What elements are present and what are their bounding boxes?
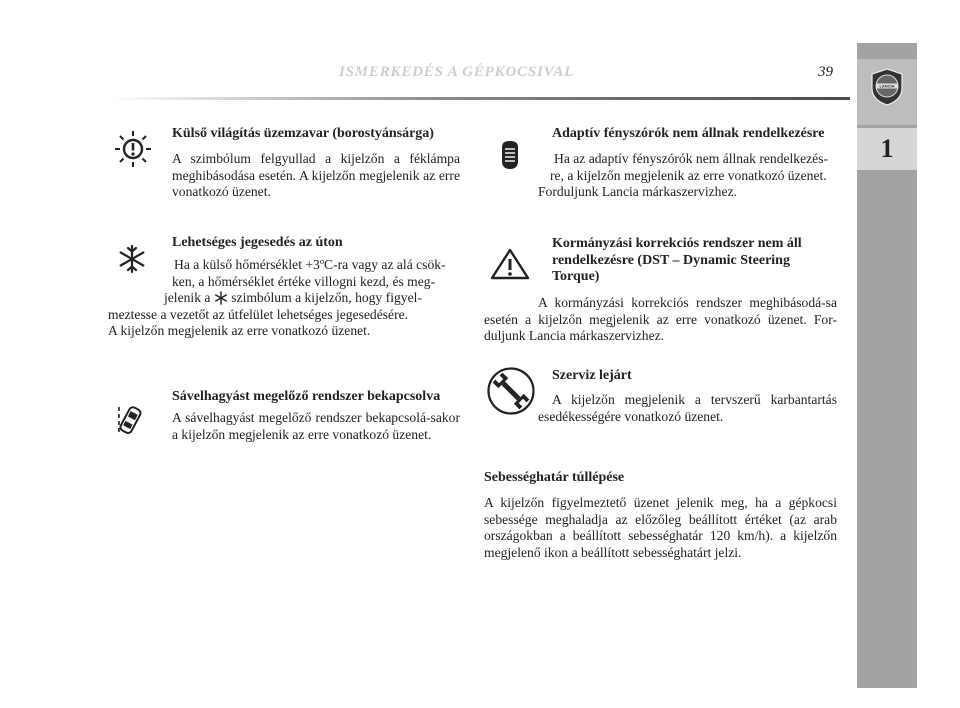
ice-line-1: Ha a külső hőmérséklet +3ºC-ra vagy az alá csök- xyxy=(174,257,446,272)
header-rule xyxy=(108,97,850,100)
wrench-icon xyxy=(486,366,536,416)
ice-line-3a: jelenik a xyxy=(164,290,211,305)
section-text-ice xyxy=(108,257,460,340)
ice-line-3b: szimbólum a kijelzőn, hogy figyel- xyxy=(231,290,422,305)
section-text-service xyxy=(538,392,837,425)
svg-text:LANCIA: LANCIA xyxy=(879,83,895,89)
section-text-lane xyxy=(108,410,460,443)
section-title-speed: Sebességhatár túllépése xyxy=(484,470,625,485)
dst-paragraph: A kormányzási korrekciós rendszer meghibásodá-sa esetén a kijelzőn megjelenik az erre vonatkozó üzenet. For-duljunk Lancia márkaszervizhez. xyxy=(484,295,837,343)
speed-paragraph: A kijelzőn figyelmeztető üzenet jelenik meg, ha a gépkocsi sebessége meghaladja az előzőleg beállított értéket (az arab országokban a beállított sebességhatár 120 km/h). a kijelzőn megjelenő ikon a beállított sebességhatárt jelzi. xyxy=(484,495,837,560)
inline-snowflake-icon xyxy=(214,291,228,305)
ice-line-5: A kijelzőn megjelenik az erre vonatkozó üzenet. xyxy=(108,323,371,338)
section-text-speed xyxy=(484,495,837,561)
section-title-exterior-light: Külső világítás üzemzavar (borostyánsárga) xyxy=(172,126,434,141)
adaptive-headlight-icon xyxy=(499,139,521,171)
section-title-ice: Lehetséges jegesedés az úton xyxy=(172,235,343,250)
ice-line-2: ken, a hőmérséklet értéke villogni kezd, és meg- xyxy=(172,273,436,289)
warning-triangle-icon xyxy=(490,248,530,280)
afs-line-1: Ha az adaptív fényszórók nem állnak rendelkezés- xyxy=(554,151,829,166)
section-text-dst xyxy=(484,295,837,345)
section-title-dst: Kormányzási korrekciós rendszer nem áll rendelkezésre (DST – Dynamic Steering Torque) xyxy=(552,236,802,284)
ice-line-4: meztesse a vezetőt az útfelület lehetséges jegesedésére. xyxy=(108,306,409,322)
section-title-lane: Sávelhagyást megelőző rendszer bekapcsolva xyxy=(172,389,441,404)
lancia-logo-icon xyxy=(869,68,905,106)
exterior-light-paragraph: A szimbólum felgyullad a kijelzőn a féklámpa meghibásodása esetén. A kijelzőn megjelenik az erre vonatkozó üzenet. xyxy=(172,151,460,199)
afs-line-2: re, a kijelzőn megjelenik az erre vonatkozó üzenet. xyxy=(550,167,827,183)
section-text-exterior-light xyxy=(108,151,460,201)
chapter-number: 1 xyxy=(857,128,917,170)
afs-line-3: Forduljunk Lancia márkaszervizhez. xyxy=(538,184,737,199)
page-number: 39 xyxy=(818,64,833,80)
service-paragraph: A kijelzőn megjelenik a tervszerű karbantartás esedékességére vonatkozó üzenet. xyxy=(538,392,837,424)
section-text-afs xyxy=(538,151,838,201)
lane-paragraph: A sávelhagyást megelőző rendszer bekapcsolá-sakor a kijelzőn megjelenik az erre vonatkozó üzenet. xyxy=(172,410,460,442)
ice-line-3 xyxy=(108,290,460,307)
running-header-title: ISMERKEDÉS A GÉPKOCSIVAL xyxy=(339,64,575,80)
section-title-afs: Adaptív fényszórók nem állnak rendelkezésre xyxy=(552,126,825,141)
section-title-service: Szerviz lejárt xyxy=(552,368,632,383)
